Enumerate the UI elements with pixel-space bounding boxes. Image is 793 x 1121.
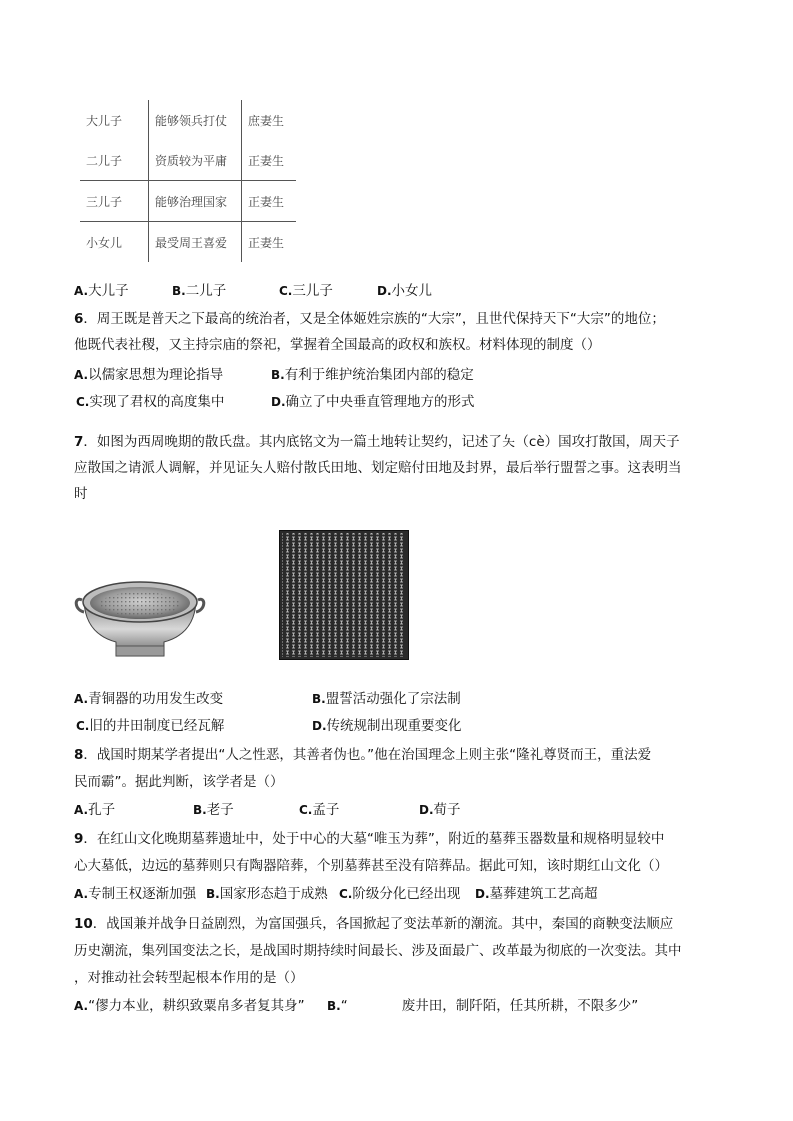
option-key: B. [271, 368, 285, 382]
q6-stem-line-2: 他既代表社稷，又主持宗庙的祭祀，掌握着全国最高的政权和族权。材料体现的制度（） [74, 337, 601, 353]
q7-option-d[interactable] [312, 717, 462, 735]
option-text: 孔子 [88, 802, 116, 818]
option-key: C. [279, 284, 293, 298]
q9-option-c[interactable] [339, 885, 460, 903]
option-text: 三儿子 [292, 283, 333, 299]
option-key: C. [299, 803, 313, 817]
q8-option-a[interactable] [74, 801, 115, 819]
q10-stem-line-3: ，对推动社会转型起根本作用的是（） [74, 970, 304, 986]
option-text: 阶级分化已经出现 [352, 886, 461, 902]
q6-option-a[interactable] [74, 366, 223, 384]
option-text: “ 废井田，制阡陌，任其所耕，不限多少” [340, 998, 639, 1014]
option-key: D. [419, 803, 434, 817]
q10-stem-line-1 [74, 915, 673, 933]
table-row [80, 140, 296, 181]
option-key: B. [172, 284, 186, 298]
option-text: 专制王权逐渐加强 [88, 886, 197, 902]
q5-option-b[interactable] [172, 282, 226, 300]
q6-stem-line-1 [74, 310, 665, 328]
q7-option-b[interactable] [312, 690, 461, 708]
option-text: 小女儿 [391, 283, 433, 299]
question-text: ．如图为西周晚期的散氏盘。其内底铭文为一篇土地转让契约，记述了夨（cè）国攻打散国，周天子 [83, 434, 680, 450]
question-text: ．周王既是普天之下最高的统治者，又是全体姬姓宗族的“大宗”，且世代保持天下“大宗”的地位； [83, 311, 665, 327]
q5-option-d[interactable] [377, 282, 432, 300]
q7-option-a[interactable] [74, 690, 223, 708]
option-key: B. [193, 803, 207, 817]
option-key: C. [76, 719, 90, 733]
option-key: A. [74, 999, 89, 1013]
option-text: “僇力本业，耕织致粟帛多者复其身” [88, 998, 305, 1014]
option-text: 旧的井田制度已经瓦解 [89, 718, 225, 734]
table-cell: 二儿子 [80, 140, 149, 181]
question-number: 9 [74, 831, 84, 847]
table-row [80, 100, 296, 140]
children-table [80, 100, 296, 262]
q9-stem-line-2: 心大墓低，边远的墓葬则只有陶器陪葬，个别墓葬甚至没有陪葬品。据此可知，该时期红山文化（） [74, 858, 668, 874]
option-text: 二儿子 [185, 283, 227, 299]
q10-option-b[interactable] [327, 997, 638, 1015]
option-key: B. [312, 692, 326, 706]
option-text: 墓葬建筑工艺高超 [489, 886, 598, 902]
option-key: B. [206, 887, 220, 901]
table-cell: 最受周王喜爱 [149, 222, 242, 263]
option-key: D. [312, 719, 327, 733]
q8-option-b[interactable] [193, 801, 234, 819]
table-row [80, 181, 296, 222]
option-text: 孟子 [312, 802, 340, 818]
q9-stem-line-1 [74, 830, 664, 848]
option-text: 传统规制出现重要变化 [326, 718, 462, 734]
table-cell: 三儿子 [80, 181, 149, 222]
option-text: 国家形态趋于成熟 [219, 886, 328, 902]
q8-stem-line-2: 民而霸”。据此判断，该学者是（） [74, 774, 284, 790]
table-cell: 能够领兵打仗 [149, 100, 242, 140]
option-text: 盟誓活动强化了宗法制 [325, 691, 461, 707]
q6-option-c[interactable] [76, 393, 224, 411]
option-text: 青铜器的功用发生改变 [88, 691, 224, 707]
option-key: C. [76, 395, 90, 409]
question-text: ．战国兼并战争日益剧烈，为富国强兵，各国掀起了变法革新的潮流。其中，秦国的商鞅变法顺应 [92, 916, 674, 932]
option-text: 实现了君权的高度集中 [89, 394, 225, 410]
option-key: A. [74, 368, 89, 382]
table-cell: 小女儿 [80, 222, 149, 263]
q5-option-c[interactable] [279, 282, 333, 300]
option-key: A. [74, 692, 89, 706]
table-cell: 正妻生 [248, 235, 285, 250]
q8-option-d[interactable] [419, 801, 461, 819]
question-number: 6 [74, 311, 84, 327]
table-cell: 资质较为平庸 [149, 140, 242, 181]
table-row [80, 222, 296, 263]
option-key: D. [377, 284, 392, 298]
option-text: 确立了中央垂直管理地方的形式 [285, 394, 475, 410]
q8-stem-line-1 [74, 746, 651, 764]
option-text: 老子 [206, 802, 234, 818]
q10-option-a[interactable] [74, 997, 305, 1015]
q5-option-a[interactable] [74, 282, 129, 300]
option-text: 有利于维护统治集团内部的稳定 [284, 367, 474, 383]
option-key: D. [475, 887, 490, 901]
table-cell: 能够治理国家 [149, 181, 242, 222]
table-cell: 大儿子 [80, 100, 149, 140]
sanshi-basin-image [72, 572, 208, 662]
q7-stem-line-2: 应散国之请派人调解，并见证夨人赔付散氏田地、划定赔付田地及封界，最后举行盟誓之事。这表明当 [74, 460, 682, 476]
option-key: A. [74, 284, 89, 298]
table-cell: 正妻生 [242, 140, 297, 181]
option-text: 大儿子 [88, 283, 129, 299]
question-text: ．战国时期某学者提出“人之性恶，其善者伪也。”他在治国理念上则主张“隆礼尊贤而王，重法爱 [83, 747, 652, 763]
q6-option-d[interactable] [271, 393, 475, 411]
inscription-rubbing-image [279, 530, 409, 660]
question-number: 7 [74, 434, 84, 450]
question-number: 10 [74, 916, 93, 932]
q9-option-b[interactable] [206, 885, 328, 903]
option-key: B. [327, 999, 341, 1013]
option-key: D. [271, 395, 286, 409]
question-number: 8 [74, 747, 84, 763]
table-cell: 正妻生 [242, 181, 297, 222]
q10-stem-line-2: 历史潮流，集列国变法之长，是战国时期持续时间最长、涉及面最广、改革最为彻底的一次变法。其中 [74, 943, 682, 959]
q7-stem-line-1 [74, 433, 680, 451]
q9-option-d[interactable] [475, 885, 598, 903]
q7-option-c[interactable] [76, 717, 224, 735]
question-text: ．在红山文化晚期墓葬遗址中，处于中心的大墓“唯玉为葬”，附近的墓葬玉器数量和规格明显较中 [83, 831, 665, 847]
table-cell: 庶妻生 [248, 113, 285, 128]
option-key: A. [74, 803, 89, 817]
q8-option-c[interactable] [299, 801, 339, 819]
q7-stem-line-3: 时 [74, 486, 88, 502]
q9-option-a[interactable] [74, 885, 196, 903]
option-key: A. [74, 887, 89, 901]
option-text: 以儒家思想为理论指导 [88, 367, 224, 383]
q6-option-b[interactable] [271, 366, 474, 384]
option-key: C. [339, 887, 353, 901]
option-text: 荀子 [433, 802, 461, 818]
